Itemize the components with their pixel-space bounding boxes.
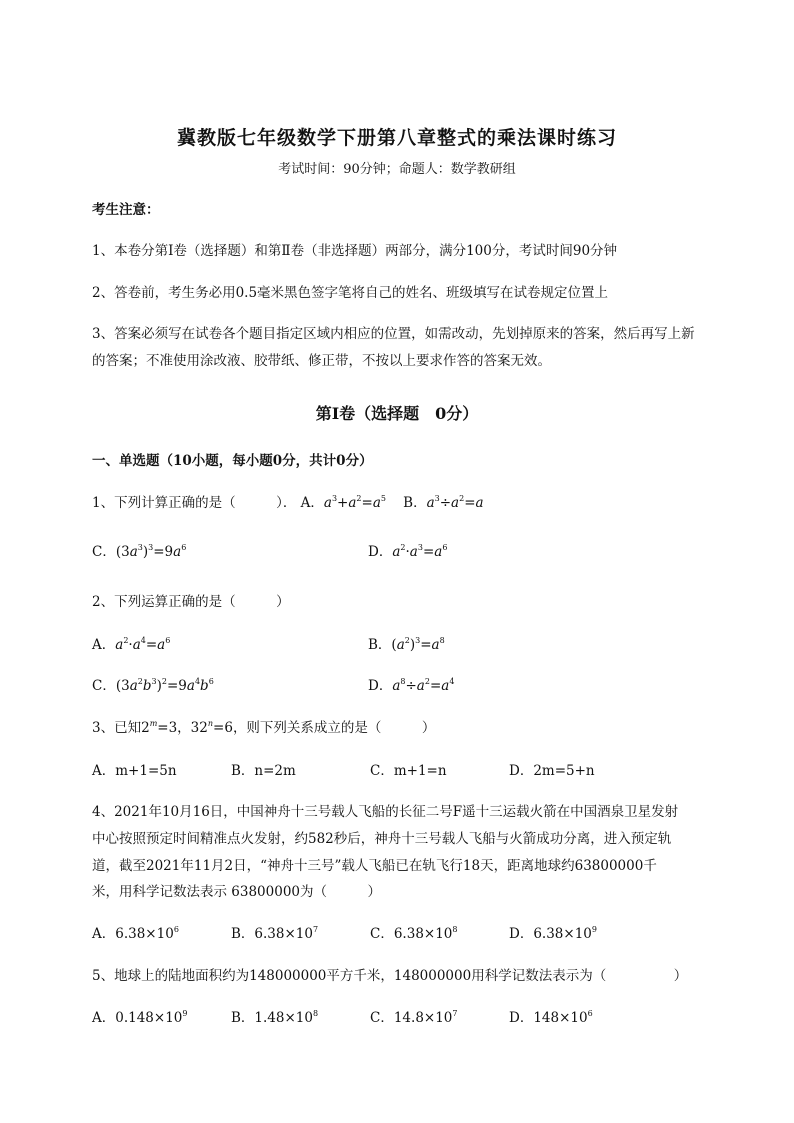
notice-heading: 考生注意： — [92, 202, 160, 218]
exam-info: 考试时间：90分钟；命题人：数学教研组 — [278, 162, 516, 177]
question-4-option-d[interactable]: D．$6.38\times 10^9$ — [509, 925, 597, 942]
question-5-option-d[interactable]: D．$148\times 10^6$ — [509, 1009, 593, 1026]
question-3-option-d[interactable]: D．2m=5+n — [509, 763, 595, 779]
question-5-stem: 5、地球上的陆地面积约为148000000平方千米，148000000用科学记数法表示为（ ） — [92, 968, 688, 984]
question-4-line: 4、2021年10月16日，中国神舟十三号载人飞船的长征二号F遥十三运载火箭在中国酒泉卫星发射 — [92, 804, 679, 820]
question-2-stem: 2、下列运算正确的是（ ） — [92, 594, 290, 610]
question-2-option-c[interactable]: C．$(3a^2b^3)^2=9a^4b^6$ — [92, 677, 214, 694]
question-4-line: 中心按照预定时间精准点火发射，约582秒后，神舟十三号载人飞船与火箭成功分离，进入预定轨 — [92, 831, 672, 847]
notice-item: 2、答卷前，考生务必用0.5毫米黑色签字笔将自己的姓名、班级填写在试卷规定位置上 — [92, 285, 609, 301]
question-1-option-a[interactable]: A．$a^3+a^2=a^5$ — [300, 494, 386, 511]
question-4-line: 道，截至2021年11月2日，“神舟十三号”载人飞船已在轨飞行18天，距离地球约63800000千 — [92, 858, 657, 874]
notice-item: 的答案；不准使用涂改液、胶带纸、修正带，不按以上要求作答的答案无效。 — [92, 353, 551, 369]
question-1 — [92, 494, 484, 512]
question-4-option-a[interactable]: A．$6.38\times 10^6$ — [92, 925, 179, 942]
question-5-option-b[interactable]: B．$1.48\times 10^8$ — [231, 1009, 319, 1026]
question-1-option-b[interactable]: B．$a^3\div a^2=a$ — [403, 494, 484, 511]
question-3-option-a[interactable]: A．m+1=5n — [92, 763, 177, 779]
page-title: 冀教版七年级数学下册第八章整式的乘法课时练习 — [176, 127, 617, 149]
part-heading: 一、单选题（10小题，每小题0分，共计0分） — [92, 453, 373, 469]
question-2-option-a[interactable]: A．$a^2\cdot a^4=a^6$ — [92, 636, 171, 653]
question-2-option-d[interactable]: D．$a^8\div a^2=a^4$ — [368, 677, 455, 694]
question-3-option-b[interactable]: B．n=2m — [231, 763, 296, 779]
question-5-option-a[interactable]: A．$0.148\times 10^9$ — [92, 1009, 188, 1026]
question-3-stem: 3、已知$2^m=3$，$32^n=6$，则下列关系成立的是（ ） — [92, 719, 436, 736]
question-2-option-b[interactable]: B．$(a^2)^3=a^8$ — [368, 636, 445, 653]
question-5-option-c[interactable]: C．$14.8\times 10^7$ — [370, 1009, 458, 1026]
question-1-option-c[interactable]: C．$(3a^3)^3=9a^6$ — [92, 543, 187, 560]
section-title: 第Ⅰ卷（选择题 0分） — [315, 404, 479, 423]
question-4-line: 米，用科学记数法表示 63800000为（ ） — [92, 884, 382, 900]
question-4-option-b[interactable]: B．$6.38\times 10^7$ — [231, 925, 319, 942]
question-3-option-c[interactable]: C．m+1=n — [370, 763, 447, 779]
question-1-option-d[interactable]: D．$a^2\cdot a^3=a^6$ — [368, 543, 448, 560]
question-1-stem: 1、下列计算正确的是（ ）． — [92, 495, 297, 511]
notice-item: 1、本卷分第Ⅰ卷（选择题）和第Ⅱ卷（非选择题）两部分，满分100分，考试时间90分钟 — [92, 243, 618, 259]
notice-item: 3、答案必须写在试卷各个题目指定区域内相应的位置，如需改动，先划掉原来的答案，然后再写上新 — [92, 326, 695, 342]
question-4-option-c[interactable]: C．$6.38\times 10^8$ — [370, 925, 458, 942]
